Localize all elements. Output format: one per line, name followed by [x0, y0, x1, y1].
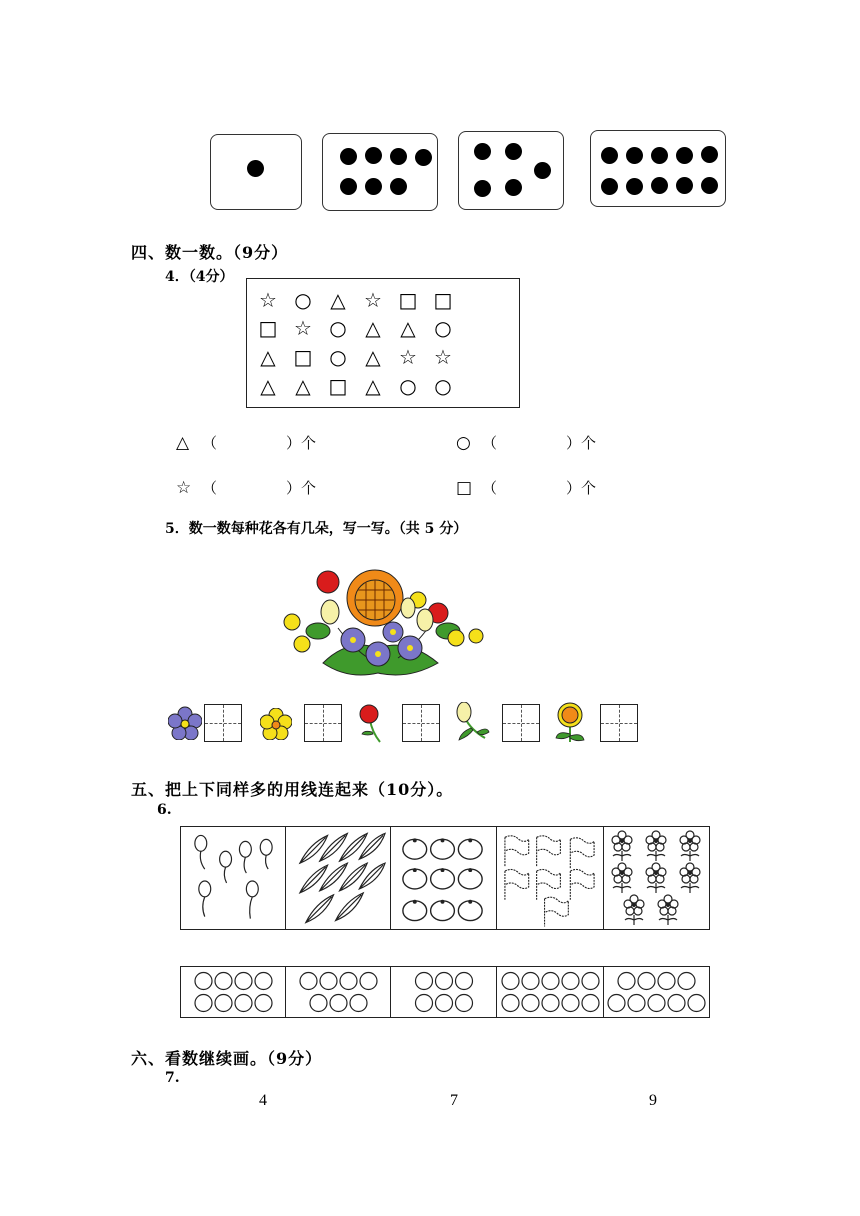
circle-group-cell[interactable]: [391, 967, 497, 1017]
question-7-label: 7.: [165, 1070, 180, 1086]
flower-bouquet-image: [278, 568, 490, 686]
dot: [247, 160, 264, 177]
red-carnation-icon: [356, 704, 386, 744]
circle-mark: [320, 973, 337, 990]
circle-mark: [562, 995, 579, 1012]
circle-mark: [522, 973, 539, 990]
section-5-title: 五、把上下同样多的用线连起来（10分）。: [131, 780, 454, 799]
circle-mark: [658, 973, 675, 990]
bottom-circle-row: [180, 966, 710, 1018]
grid-shape: △: [365, 345, 381, 369]
answer-shape-symbol: ○: [456, 433, 471, 453]
flowers-cell[interactable]: [604, 827, 709, 929]
circle-mark: [608, 995, 625, 1012]
circle-mark: [330, 995, 347, 1012]
shape-answer-4[interactable]: [456, 477, 596, 498]
circle-mark: [582, 973, 599, 990]
dot-card-3: [458, 131, 564, 210]
grid-shape: △: [400, 316, 416, 340]
grid-shape: △: [260, 345, 276, 369]
circle-mark: [502, 973, 519, 990]
dot-card-2: [322, 133, 438, 211]
question-5-label: 5．数一数每种花各有几朵，写一写。（共 5 分）: [165, 521, 468, 537]
circle-mark: [688, 995, 705, 1012]
answer-box-tulip[interactable]: [502, 704, 540, 742]
circle-mark: [618, 973, 635, 990]
flags-cell[interactable]: [497, 827, 604, 929]
leaves-cell[interactable]: [286, 827, 391, 929]
answer-shape-symbol: □: [456, 478, 473, 498]
circle-group-cell[interactable]: [604, 967, 709, 1017]
answer-box-yellow[interactable]: [304, 704, 342, 742]
circle-mark: [456, 995, 473, 1012]
grid-shape: ☆: [399, 345, 417, 369]
draw-number-3: 9: [649, 1092, 657, 1109]
grid-shape: △: [365, 374, 381, 398]
grid-shape: ○: [399, 374, 417, 398]
grid-shape: □: [328, 374, 348, 398]
grid-shape: ○: [294, 288, 312, 312]
circle-mark: [436, 973, 453, 990]
grid-shape: ☆: [259, 288, 277, 312]
grid-shape: △: [260, 374, 276, 398]
section-4-title: 四、数一数。（9分）: [131, 243, 289, 262]
circle-mark: [582, 995, 599, 1012]
circle-mark: [668, 995, 685, 1012]
grid-shape: △: [365, 316, 381, 340]
circle-mark: [195, 973, 212, 990]
circle-mark: [350, 995, 367, 1012]
grid-shape: △: [330, 288, 346, 312]
circle-mark: [215, 995, 232, 1012]
dot-card-4: [590, 130, 726, 207]
question-4-label: 4．（4分）: [165, 269, 234, 285]
circle-mark: [542, 973, 559, 990]
section-6-title: 六、看数继续画。（9分）: [131, 1049, 323, 1068]
circle-mark: [235, 995, 252, 1012]
grid-shape: ☆: [364, 288, 382, 312]
circle-mark: [416, 995, 433, 1012]
answer-open-paren: （: [202, 434, 218, 452]
circle-mark: [416, 973, 433, 990]
balloons-cell[interactable]: [181, 827, 286, 929]
grid-shape: □: [433, 288, 453, 312]
answer-box-sunflower[interactable]: [600, 704, 638, 742]
grid-shape: ☆: [294, 316, 312, 340]
grid-shape: □: [258, 316, 278, 340]
circle-mark: [255, 973, 272, 990]
grid-shape: △: [295, 374, 311, 398]
top-picture-row: [180, 826, 710, 930]
grid-shape: ○: [434, 374, 452, 398]
circle-mark: [678, 973, 695, 990]
shape-answer-2[interactable]: [456, 432, 596, 453]
grid-shape: □: [293, 345, 313, 369]
circle-mark: [638, 973, 655, 990]
answer-close-unit: ）个: [566, 479, 597, 497]
circle-mark: [300, 973, 317, 990]
circle-mark: [310, 995, 327, 1012]
circle-group-cell[interactable]: [181, 967, 286, 1017]
answer-open-paren: （: [482, 479, 498, 497]
circle-mark: [360, 973, 377, 990]
grid-shape: ○: [329, 316, 347, 340]
violet-flower-icon: [168, 706, 202, 740]
answer-close-unit: ）个: [566, 434, 597, 452]
answer-close-unit: ）个: [286, 434, 317, 452]
circle-mark: [562, 973, 579, 990]
dot-card-1: [210, 134, 302, 210]
shape-answer-1[interactable]: [176, 432, 316, 453]
draw-number-1: 4: [259, 1092, 267, 1109]
draw-number-2: 7: [450, 1092, 458, 1109]
grid-shape: ○: [329, 345, 347, 369]
grid-shape: □: [398, 288, 418, 312]
answer-open-paren: （: [482, 434, 498, 452]
circle-mark: [195, 995, 212, 1012]
yellow-flower-icon: [260, 708, 292, 740]
answer-shape-symbol: △: [176, 433, 190, 453]
circle-mark: [648, 995, 665, 1012]
circle-mark: [456, 973, 473, 990]
circle-mark: [340, 973, 357, 990]
answer-shape-symbol: ☆: [176, 478, 192, 498]
grid-shape: ○: [434, 316, 452, 340]
circle-group-cell[interactable]: [286, 967, 391, 1017]
circle-mark: [522, 995, 539, 1012]
answer-box-violet[interactable]: [204, 704, 242, 742]
circle-mark: [235, 973, 252, 990]
circle-group-cell[interactable]: [497, 967, 604, 1017]
question-6-label: 6.: [157, 802, 172, 818]
sunflower-icon: [552, 702, 588, 744]
tomatoes-cell[interactable]: [391, 827, 497, 929]
circle-mark: [542, 995, 559, 1012]
tulip-icon: [453, 702, 491, 742]
circle-mark: [628, 995, 645, 1012]
answer-close-unit: ）个: [286, 479, 317, 497]
circle-mark: [255, 995, 272, 1012]
answer-box-carnation[interactable]: [402, 704, 440, 742]
grid-shape: ☆: [434, 345, 452, 369]
circle-mark: [215, 973, 232, 990]
shape-answer-3[interactable]: [176, 477, 316, 498]
answer-open-paren: （: [202, 479, 218, 497]
circle-mark: [436, 995, 453, 1012]
circle-mark: [502, 995, 519, 1012]
